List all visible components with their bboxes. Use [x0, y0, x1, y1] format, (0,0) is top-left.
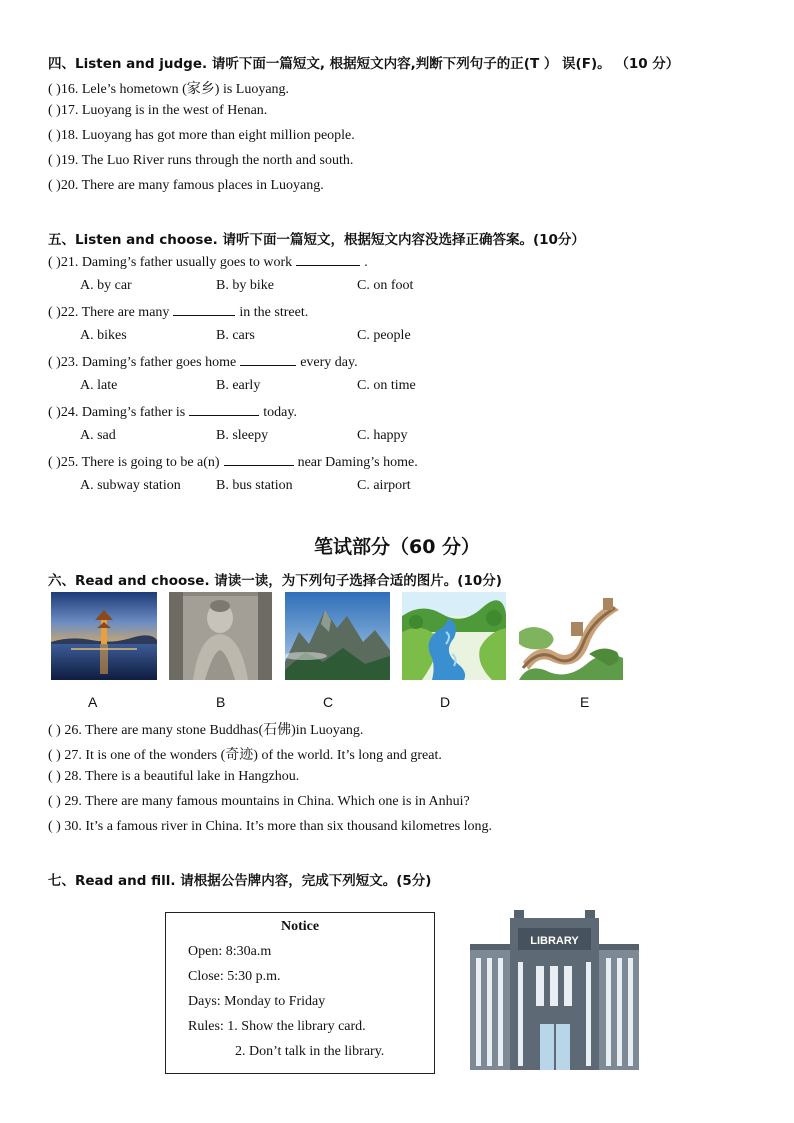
pic-label-a: A	[88, 694, 98, 710]
mountains-image	[285, 592, 390, 680]
judge-item-16: ( )16. Lele’s hometown (家乡) is Luoyang.	[48, 82, 290, 97]
option-25c: C. airport	[357, 478, 411, 493]
pagoda-lake-image	[51, 592, 157, 680]
section6-title: 六、Read and choose. 请读一读，为下列句子选择合适的图片。(10分)	[48, 573, 502, 589]
choose-item-24: ( )24. Daming’s father is today.	[48, 405, 297, 420]
option-21c: C. on foot	[357, 278, 414, 293]
notice-board	[165, 912, 435, 1074]
answer-blank	[224, 453, 294, 466]
option-24b: B. sleepy	[216, 428, 269, 443]
river-image	[402, 592, 506, 680]
great-wall-image	[519, 592, 623, 680]
written-part-title: 笔试部分（60 分）	[313, 536, 481, 558]
section7-title: 七、Read and fill. 请根据公告牌内容，完成下列短文。(5分)	[48, 873, 432, 889]
option-23a: A. late	[80, 378, 118, 393]
option-24c: C. happy	[357, 428, 408, 443]
notice-rule-1: Rules: 1. Show the library card.	[188, 1019, 366, 1034]
option-21a: A. by car	[80, 278, 132, 293]
choose-item-22: ( )22. There are many in the street.	[48, 305, 309, 320]
option-23b: B. early	[216, 378, 261, 393]
read-item-30: ( ) 30. It’s a famous river in China. It’s more than six thousand kilometres long.	[48, 819, 493, 834]
read-item-29: ( ) 29. There are many famous mountains in China. Which one is in Anhui?	[48, 794, 470, 809]
answer-blank	[173, 303, 235, 316]
option-22c: C. people	[357, 328, 411, 343]
option-22b: B. cars	[216, 328, 255, 343]
notice-title: Notice	[280, 919, 320, 934]
judge-item-17: ( )17. Luoyang is in the west of Henan.	[48, 103, 268, 118]
choose-item-25: ( )25. There is going to be a(n) near Daming’s home.	[48, 455, 418, 470]
notice-days: Days: Monday to Friday	[188, 994, 326, 1009]
library-sign-text: LIBRARY	[530, 935, 579, 947]
judge-item-20: ( )20. There are many famous places in Luoyang.	[48, 178, 324, 193]
pic-label-e: E	[580, 694, 590, 710]
option-22a: A. bikes	[80, 328, 127, 343]
notice-rule-2: 2. Don’t talk in the library.	[235, 1044, 385, 1059]
choose-item-23: ( )23. Daming’s father goes home every day.	[48, 355, 358, 370]
section4-title: 四、Listen and judge. 请听下面一篇短文, 根据短文内容,判断下列句子的正(T ） 误(F)。 （10 分）	[48, 56, 680, 72]
section5-title: 五、Listen and choose. 请听下面一篇短文，根据短文内容没选择正确答案。(10分）	[48, 232, 585, 248]
stone-buddha-image	[169, 592, 272, 680]
option-24a: A. sad	[80, 428, 116, 443]
answer-blank	[240, 353, 296, 366]
option-23c: C. on time	[357, 378, 416, 393]
notice-open: Open: 8:30a.m	[188, 944, 272, 959]
read-item-28: ( ) 28. There is a beautiful lake in Hangzhou.	[48, 769, 300, 784]
answer-blank	[296, 253, 360, 266]
notice-close: Close: 5:30 p.m.	[188, 969, 281, 984]
judge-item-19: ( )19. The Luo River runs through the north and south.	[48, 153, 354, 168]
pic-label-c: C	[323, 694, 334, 710]
pic-label-b: B	[216, 694, 226, 710]
option-21b: B. by bike	[216, 278, 274, 293]
answer-blank	[189, 403, 259, 416]
library-building-image	[470, 910, 639, 1070]
option-25b: B. bus station	[216, 478, 293, 493]
option-25a: A. subway station	[80, 478, 181, 493]
choose-item-21: ( )21. Daming’s father usually goes to work .	[48, 255, 368, 270]
pic-label-d: D	[440, 694, 451, 710]
judge-item-18: ( )18. Luoyang has got more than eight million people.	[48, 128, 355, 143]
read-item-26: ( ) 26. There are many stone Buddhas(石佛)in Luoyang.	[48, 723, 364, 738]
read-item-27: ( ) 27. It is one of the wonders (奇迹) of the world. It’s long and great.	[48, 748, 442, 763]
